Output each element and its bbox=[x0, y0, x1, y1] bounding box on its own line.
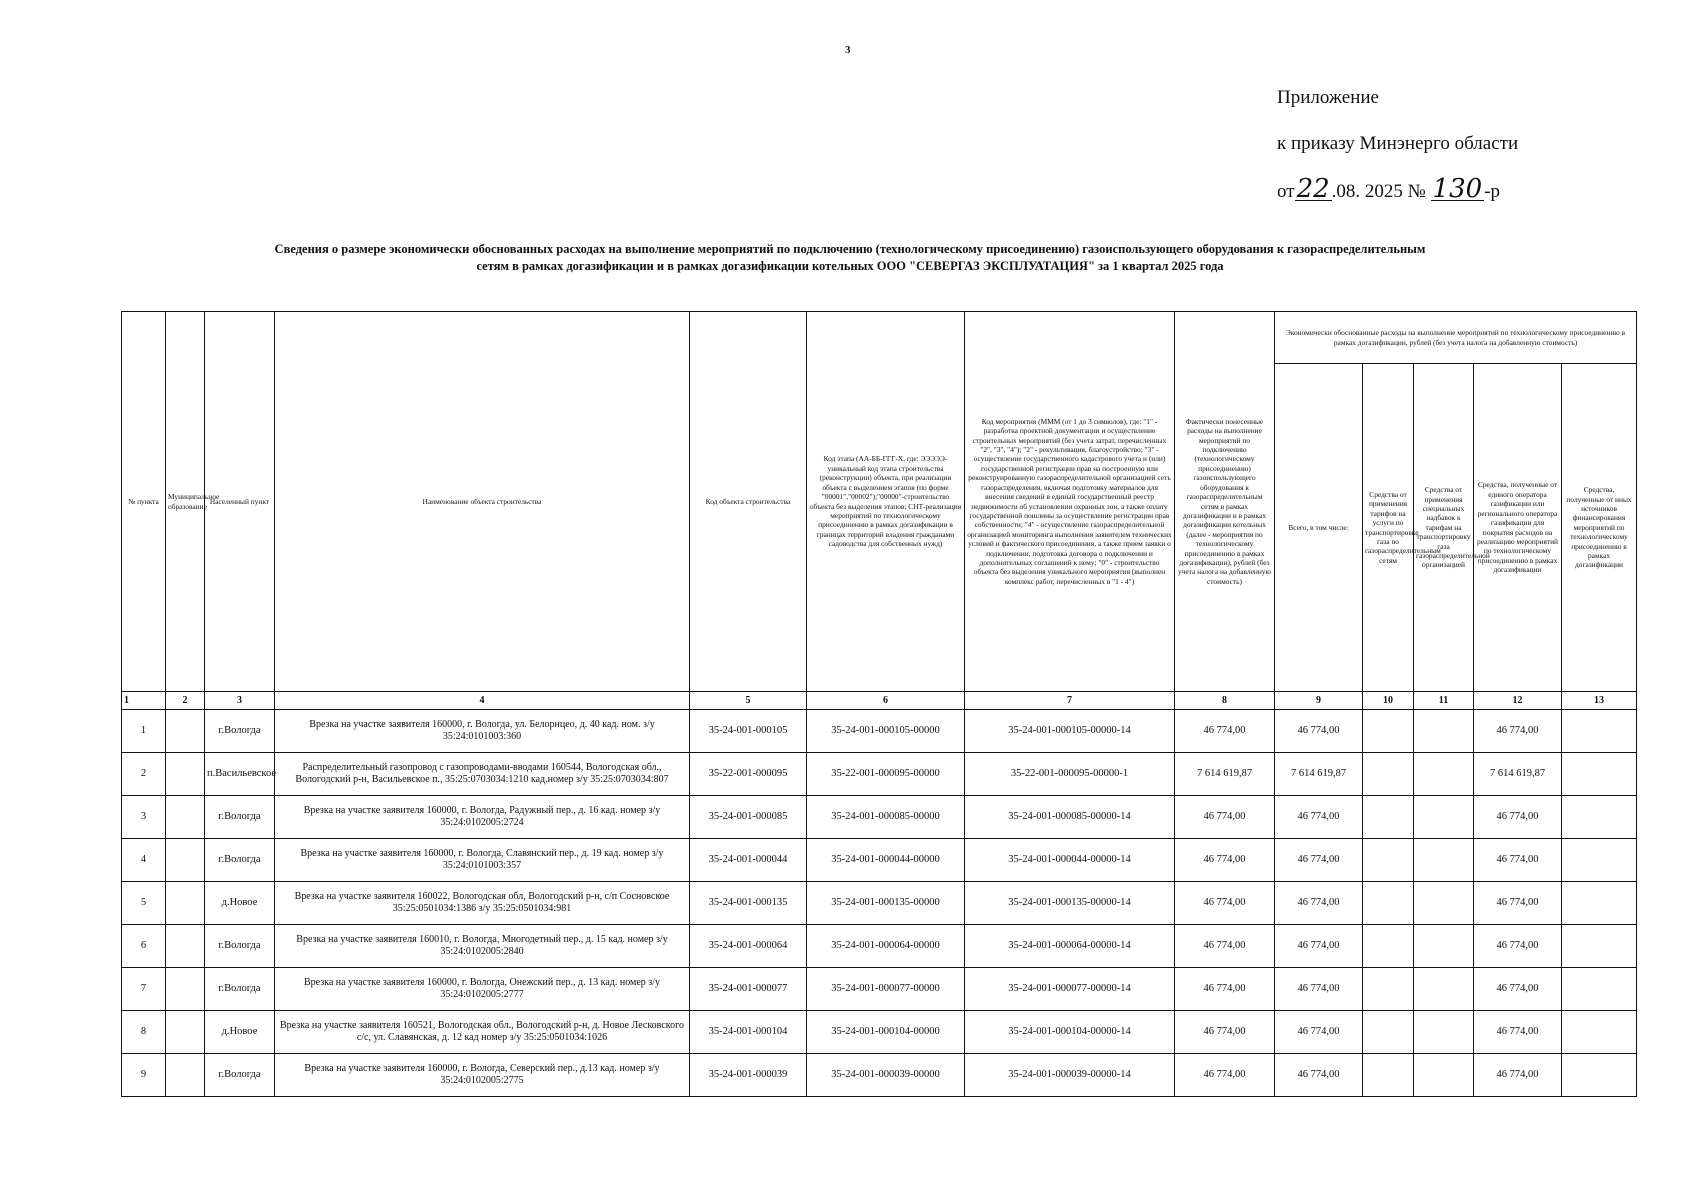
event-code-cell: 35-24-001-000135-00000-14 bbox=[965, 882, 1175, 925]
operator-funds-cell: 46 774,00 bbox=[1474, 1054, 1562, 1097]
municipality-cell bbox=[166, 1054, 205, 1097]
header-tariff-funds: Средства от применения тарифов на услуги по транспортировке газа по газораспределительным сетям bbox=[1363, 364, 1414, 692]
tariff-funds-cell bbox=[1363, 1011, 1414, 1054]
actual-expenses-cell: 46 774,00 bbox=[1175, 1054, 1275, 1097]
total-cell: 7 614 619,87 bbox=[1275, 753, 1363, 796]
operator-funds-cell: 46 774,00 bbox=[1474, 1011, 1562, 1054]
table-body bbox=[122, 710, 1637, 1097]
column-number-cell: 9 bbox=[1275, 692, 1363, 710]
tariff-funds-cell bbox=[1363, 968, 1414, 1011]
stage-code-cell: 35-22-001-000095-00000 bbox=[807, 753, 965, 796]
other-funds-cell bbox=[1562, 753, 1637, 796]
stage-code-cell: 35-24-001-000135-00000 bbox=[807, 882, 965, 925]
stage-code-cell: 35-24-001-000085-00000 bbox=[807, 796, 965, 839]
municipality-cell bbox=[166, 882, 205, 925]
column-number-cell: 1 bbox=[122, 692, 166, 710]
table-row bbox=[122, 1054, 1637, 1097]
header-event-code: Код мероприятия (МММ (от 1 до 3 символов), где: "1" - разработка проектной документации и осуществление строительных мероприятий (без учета затрат, перечисленных "2", "3", "4"); "2" - рекультивация, благоустройство; "3" - осуществление государственного кадастрового учета и (или) государственной регистрации прав на построенную или реконструированную газораспределительной организацией сеть газораспределения, включая подготовку материалов для внесения сведений в единый государственный реестр недвижимости об установлении охранных зон, а также оплату государственной пошлины за осуществление регистрации прав собственности; "4" - осуществление газораспределительной организацией мониторинга выполнения заявителем технических условий и фактического присоединения, а также прием заявки о подключении, подготовка договора о подключении и дополнительных соглашений к нему; "0" - строительство объекта без выделения уникального мероприятия (выполнен комплекс работ, перечисленных в "1 - 4") bbox=[965, 312, 1175, 692]
column-number-cell: 10 bbox=[1363, 692, 1414, 710]
actual-expenses-cell: 46 774,00 bbox=[1175, 968, 1275, 1011]
other-funds-cell bbox=[1562, 925, 1637, 968]
order-suffix: -р bbox=[1484, 181, 1501, 202]
actual-expenses-cell: 7 614 619,87 bbox=[1175, 753, 1275, 796]
stage-code-cell: 35-24-001-000105-00000 bbox=[807, 710, 965, 753]
object-name-cell: Врезка на участке заявителя 160521, Вологодская обл., Вологодский р-н, д. Новое Лесковского с/с, ул. Славянская, д. 12 кад номер з/у 35:25:0501034:1026 bbox=[275, 1011, 690, 1054]
object-code-cell: 35-24-001-000044 bbox=[690, 839, 807, 882]
event-code-cell: 35-24-001-000104-00000-14 bbox=[965, 1011, 1175, 1054]
operator-funds-cell: 46 774,00 bbox=[1474, 882, 1562, 925]
object-name-cell: Врезка на участке заявителя 160000, г. Вологда, ул. Белорнцео, д. 40 кад. ном. з/у 35:24:0101003:360 bbox=[275, 710, 690, 753]
other-funds-cell bbox=[1562, 710, 1637, 753]
total-cell: 46 774,00 bbox=[1275, 968, 1363, 1011]
settlement-cell: д.Новое bbox=[205, 1011, 275, 1054]
other-funds-cell bbox=[1562, 839, 1637, 882]
stage-code-cell: 35-24-001-000064-00000 bbox=[807, 925, 965, 968]
operator-funds-cell: 46 774,00 bbox=[1474, 796, 1562, 839]
actual-expenses-cell: 46 774,00 bbox=[1175, 839, 1275, 882]
event-code-cell: 35-24-001-000085-00000-14 bbox=[965, 796, 1175, 839]
settlement-cell: г.Вологда bbox=[205, 839, 275, 882]
total-cell: 46 774,00 bbox=[1275, 796, 1363, 839]
tariff-funds-cell bbox=[1363, 839, 1414, 882]
settlement-cell: д.Новое bbox=[205, 882, 275, 925]
settlement-cell: г.Вологда bbox=[205, 796, 275, 839]
settlement-cell: г.Вологда bbox=[205, 968, 275, 1011]
header-object-name: Наименование объекта строительства bbox=[275, 312, 690, 692]
column-number-row bbox=[122, 692, 1637, 710]
municipality-cell bbox=[166, 839, 205, 882]
municipality-cell bbox=[166, 968, 205, 1011]
tariff-funds-cell bbox=[1363, 753, 1414, 796]
operator-funds-cell: 46 774,00 bbox=[1474, 925, 1562, 968]
tariff-funds-cell bbox=[1363, 882, 1414, 925]
column-number-cell: 4 bbox=[275, 692, 690, 710]
object-code-cell: 35-24-001-000064 bbox=[690, 925, 807, 968]
operator-funds-cell: 7 614 619,87 bbox=[1474, 753, 1562, 796]
table-row bbox=[122, 968, 1637, 1011]
header-actual-expenses: Фактически понесенные расходы на выполнение мероприятий по подключению (технологическому присоединению) газоиспользующего оборудования к газораспределительным сетям в рамках догазификации и в рамках догазификации котельных (далее - мероприятия по технологическому присоединению в рамках догазификации), рублей (без учета налога на добавленную стоимость) bbox=[1175, 312, 1275, 692]
object-code-cell: 35-22-001-000095 bbox=[690, 753, 807, 796]
column-number-cell: 3 bbox=[205, 692, 275, 710]
total-cell: 46 774,00 bbox=[1275, 925, 1363, 968]
header-stage-code: Код этапа (АА-ББ-ГГГ-Х, где: ЭЭЭЭЭ-уникальный код этапа строительства (реконструкции) объекта, при реализации объекта с выделением этапов (по форме "00001","00002");"00000"-строительство объекта без выделения этапов; СНТ-реализация мероприятий по технологическому присоединению в рамках догазификации в границах территорий владения гражданами садоводства для собственных нужд) bbox=[807, 312, 965, 692]
actual-expenses-cell: 46 774,00 bbox=[1175, 882, 1275, 925]
stage-code-cell: 35-24-001-000104-00000 bbox=[807, 1011, 965, 1054]
header-surcharge-funds: Средства от применения специальных надбавок к тарифам на транспортировку газа газораспределительной организацией bbox=[1414, 364, 1474, 692]
document-title-line1: Сведения о размере экономически обоснованных расходах на выполнение мероприятий по подключению (технологическому присоединению) газоиспользующего оборудования к газораспределительным bbox=[274, 242, 1426, 256]
tariff-funds-cell bbox=[1363, 710, 1414, 753]
row-number-cell: 5 bbox=[122, 882, 166, 925]
row-number-cell: 4 bbox=[122, 839, 166, 882]
column-number-cell: 5 bbox=[690, 692, 807, 710]
document-title-line2: сетям в рамках догазификации и в рамках догазификации котельных ООО "СЕВЕРГАЗ ЭКСПЛУАТАЦИЯ" за 1 квартал 2025 года bbox=[476, 259, 1224, 273]
row-number-cell: 7 bbox=[122, 968, 166, 1011]
tariff-funds-cell bbox=[1363, 796, 1414, 839]
object-code-cell: 35-24-001-000105 bbox=[690, 710, 807, 753]
header-operator-funds: Средства, полученные от единого оператора газификации или регионального оператора газификации для покрытия расходов на реализацию мероприятий по технологическому присоединению в рамках догазификации bbox=[1474, 364, 1562, 692]
column-number-cell: 7 bbox=[965, 692, 1175, 710]
column-number-cell: 6 bbox=[807, 692, 965, 710]
table-row bbox=[122, 796, 1637, 839]
event-code-cell: 35-24-001-000064-00000-14 bbox=[965, 925, 1175, 968]
object-name-cell: Врезка на участке заявителя 160000, г. Вологда, Славянский пер., д. 19 кад. номер з/у 35:24:0101003:357 bbox=[275, 839, 690, 882]
operator-funds-cell: 46 774,00 bbox=[1474, 839, 1562, 882]
date-rest: .08. 2025 № bbox=[1331, 181, 1426, 202]
municipality-cell bbox=[166, 1011, 205, 1054]
object-code-cell: 35-24-001-000039 bbox=[690, 1054, 807, 1097]
event-code-cell: 35-24-001-000105-00000-14 bbox=[965, 710, 1175, 753]
column-number-cell: 8 bbox=[1175, 692, 1275, 710]
row-number-cell: 3 bbox=[122, 796, 166, 839]
surcharge-funds-cell bbox=[1414, 882, 1474, 925]
object-name-cell: Врезка на участке заявителя 160000, г. Вологда, Северский пер., д.13 кад. номер з/у 35:24:0102005:2775 bbox=[275, 1054, 690, 1097]
total-cell: 46 774,00 bbox=[1275, 1011, 1363, 1054]
expenses-table bbox=[121, 311, 1637, 1097]
settlement-cell: п.Васильевское bbox=[205, 753, 275, 796]
handwritten-order-number: 130 bbox=[1432, 174, 1483, 204]
municipality-cell bbox=[166, 753, 205, 796]
total-cell: 46 774,00 bbox=[1275, 1054, 1363, 1097]
date-prefix: от bbox=[1277, 181, 1295, 202]
tariff-funds-cell bbox=[1363, 1054, 1414, 1097]
object-name-cell: Врезка на участке заявителя 160010, г. Вологда, Многодетный пер., д. 15 кад. номер з/у 35:24:0102005:2840 bbox=[275, 925, 690, 968]
event-code-cell: 35-24-001-000039-00000-14 bbox=[965, 1054, 1175, 1097]
row-number-cell: 1 bbox=[122, 710, 166, 753]
other-funds-cell bbox=[1562, 796, 1637, 839]
table-row bbox=[122, 710, 1637, 753]
appendix-order-ref: к приказу Минэнерго области bbox=[1277, 133, 1519, 154]
header-justified-expenses-group: Экономически обоснованные расходы на выполнение мероприятий по технологическому присоединению в рамках догазификации, рублей (без учета налога на добавленную стоимость) bbox=[1275, 312, 1637, 364]
tariff-funds-cell bbox=[1363, 925, 1414, 968]
table-row bbox=[122, 1011, 1637, 1054]
column-number-cell: 12 bbox=[1474, 692, 1562, 710]
total-cell: 46 774,00 bbox=[1275, 882, 1363, 925]
object-code-cell: 35-24-001-000085 bbox=[690, 796, 807, 839]
other-funds-cell bbox=[1562, 1054, 1637, 1097]
settlement-cell: г.Вологда bbox=[205, 710, 275, 753]
stage-code-cell: 35-24-001-000039-00000 bbox=[807, 1054, 965, 1097]
column-number-cell: 2 bbox=[166, 692, 205, 710]
object-code-cell: 35-24-001-000077 bbox=[690, 968, 807, 1011]
actual-expenses-cell: 46 774,00 bbox=[1175, 796, 1275, 839]
row-number-cell: 8 bbox=[122, 1011, 166, 1054]
municipality-cell bbox=[166, 710, 205, 753]
object-name-cell: Врезка на участке заявителя 160000, г. Вологда, Онежский пер., д. 13 кад. номер з/у 35:24:0102005:2777 bbox=[275, 968, 690, 1011]
surcharge-funds-cell bbox=[1414, 796, 1474, 839]
header-municipality: Муниципальное образование bbox=[166, 312, 205, 692]
object-code-cell: 35-24-001-000104 bbox=[690, 1011, 807, 1054]
actual-expenses-cell: 46 774,00 bbox=[1175, 1011, 1275, 1054]
appendix-date-line bbox=[1277, 174, 1501, 204]
event-code-cell: 35-24-001-000077-00000-14 bbox=[965, 968, 1175, 1011]
operator-funds-cell: 46 774,00 bbox=[1474, 710, 1562, 753]
total-cell: 46 774,00 bbox=[1275, 839, 1363, 882]
appendix-title: Приложение bbox=[1277, 87, 1379, 108]
surcharge-funds-cell bbox=[1414, 968, 1474, 1011]
operator-funds-cell: 46 774,00 bbox=[1474, 968, 1562, 1011]
row-number-cell: 9 bbox=[122, 1054, 166, 1097]
actual-expenses-cell: 46 774,00 bbox=[1175, 925, 1275, 968]
header-object-code: Код объекта строительства bbox=[690, 312, 807, 692]
surcharge-funds-cell bbox=[1414, 1011, 1474, 1054]
header-settlement: Населенный пункт bbox=[205, 312, 275, 692]
object-name-cell: Врезка на участке заявителя 160022, Вологодская обл, Вологодский р-н, с/п Сосновское 35:25:0501034:1386 з/у 35:25:0501034:981 bbox=[275, 882, 690, 925]
handwritten-day: 22 bbox=[1296, 174, 1330, 204]
actual-expenses-cell: 46 774,00 bbox=[1175, 710, 1275, 753]
row-number-cell: 6 bbox=[122, 925, 166, 968]
settlement-cell: г.Вологда bbox=[205, 1054, 275, 1097]
event-code-cell: 35-22-001-000095-00000-1 bbox=[965, 753, 1175, 796]
surcharge-funds-cell bbox=[1414, 925, 1474, 968]
event-code-cell: 35-24-001-000044-00000-14 bbox=[965, 839, 1175, 882]
total-cell: 46 774,00 bbox=[1275, 710, 1363, 753]
surcharge-funds-cell bbox=[1414, 753, 1474, 796]
header-total: Всего, в том числе: bbox=[1275, 364, 1363, 692]
other-funds-cell bbox=[1562, 968, 1637, 1011]
municipality-cell bbox=[166, 796, 205, 839]
table-row bbox=[122, 882, 1637, 925]
object-code-cell: 35-24-001-000135 bbox=[690, 882, 807, 925]
table-row bbox=[122, 753, 1637, 796]
surcharge-funds-cell bbox=[1414, 839, 1474, 882]
document-title bbox=[150, 241, 1550, 275]
column-number-cell: 13 bbox=[1562, 692, 1637, 710]
surcharge-funds-cell bbox=[1414, 1054, 1474, 1097]
table-row bbox=[122, 839, 1637, 882]
stage-code-cell: 35-24-001-000044-00000 bbox=[807, 839, 965, 882]
object-name-cell: Распределительный газопровод с газопроводами-вводами 160544, Вологодская обл., Вологодский р-н, Васильевское п., 35:25:0703034:1210 кад.номер з/у 35:25:0703034:807 bbox=[275, 753, 690, 796]
header-other-funds: Средства, полученные от иных источников финансирования мероприятий по технологическому присоединению в рамках догазификации bbox=[1562, 364, 1637, 692]
settlement-cell: г.Вологда bbox=[205, 925, 275, 968]
other-funds-cell bbox=[1562, 882, 1637, 925]
stage-code-cell: 35-24-001-000077-00000 bbox=[807, 968, 965, 1011]
municipality-cell bbox=[166, 925, 205, 968]
column-number-cell: 11 bbox=[1414, 692, 1474, 710]
surcharge-funds-cell bbox=[1414, 710, 1474, 753]
row-number-cell: 2 bbox=[122, 753, 166, 796]
header-item-number: № пункта bbox=[122, 312, 166, 692]
object-name-cell: Врезка на участке заявителя 160000, г. Вологда, Радужный пер., д. 16 кад. номер з/у 35:24:0102005:2724 bbox=[275, 796, 690, 839]
page-number: 3 bbox=[845, 44, 851, 56]
table-row bbox=[122, 925, 1637, 968]
other-funds-cell bbox=[1562, 1011, 1637, 1054]
